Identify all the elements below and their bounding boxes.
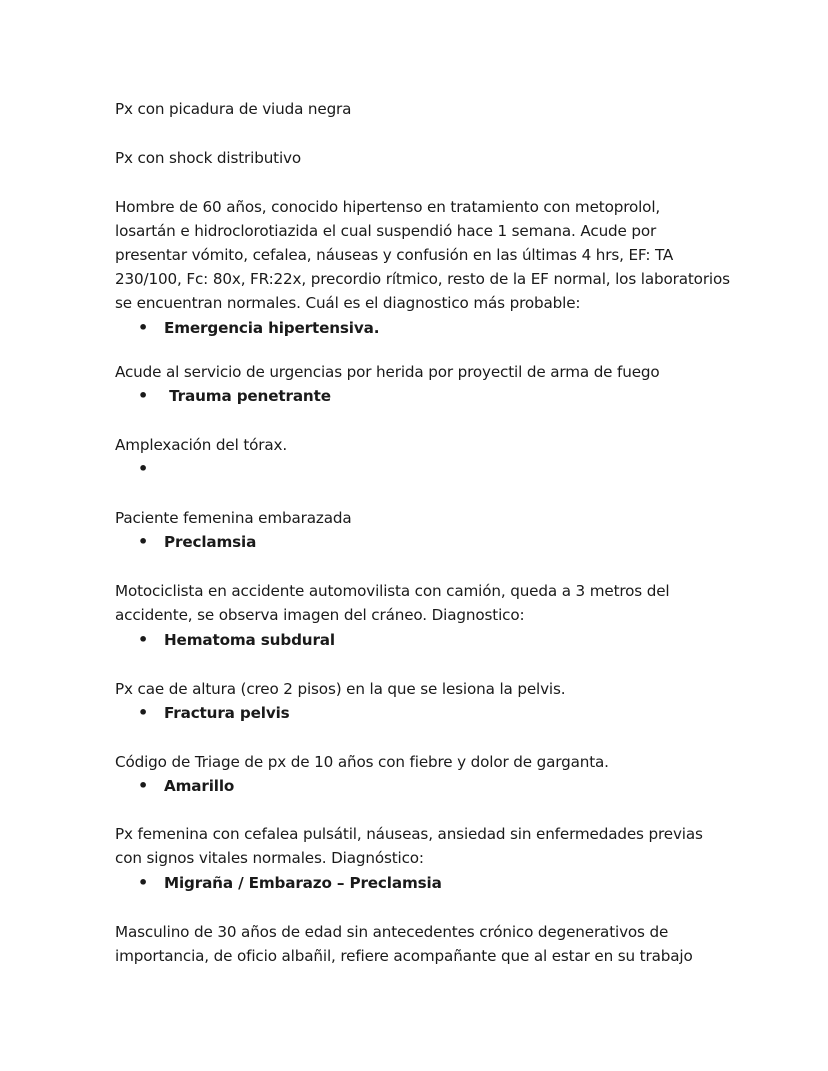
paragraph-line: Paciente femenina embarazada [115, 509, 352, 527]
answer-text: Hematoma subdural [164, 631, 335, 649]
paragraph-line: se encuentran normales. Cuál es el diagnostico más probable: [115, 294, 581, 312]
bullet-icon [138, 774, 164, 798]
paragraph-line: con signos vitales normales. Diagnóstico: [115, 849, 424, 867]
answer-bullet [138, 701, 758, 725]
paragraph-line: Px femenina con cefalea pulsátil, náuseas, ansiedad sin enfermedades previas [115, 825, 703, 843]
bullet-icon [138, 530, 164, 554]
paragraph-line: losartán e hidroclorotiazida el cual suspendió hace 1 semana. Acude por [115, 222, 657, 240]
answer-text: Fractura pelvis [164, 704, 290, 722]
paragraph-line: Masculino de 30 años de edad sin antecedentes crónico degenerativos de [115, 923, 669, 941]
paragraph-line: Código de Triage de px de 10 años con fiebre y dolor de garganta. [115, 753, 609, 771]
answer-text: Trauma penetrante [164, 387, 331, 405]
bullet-icon [138, 871, 164, 895]
answer-text: Migraña / Embarazo – Preclamsia [164, 874, 442, 892]
answer-text: Emergencia hipertensiva. [164, 319, 380, 337]
paragraph-line: importancia, de oficio albañil, refiere acompañante que al estar en su trabajo [115, 947, 693, 965]
answer-bullet [138, 384, 758, 408]
paragraph-line: Px cae de altura (creo 2 pisos) en la que se lesiona la pelvis. [115, 680, 566, 698]
bullet-icon [138, 384, 164, 408]
answer-bullet [138, 871, 758, 895]
answer-bullet [138, 530, 758, 554]
bullet-icon [138, 457, 164, 481]
paragraph-line: 230/100, Fc: 80x, FR:22x, precordio rítmico, resto de la EF normal, los laboratorios [115, 270, 730, 288]
bullet-icon [138, 316, 164, 340]
paragraph-line: Px con shock distributivo [115, 149, 302, 167]
answer-bullet [138, 774, 758, 798]
answer-text: Preclamsia [164, 533, 257, 551]
paragraph-line: presentar vómito, cefalea, náuseas y confusión en las últimas 4 hrs, EF: TA [115, 246, 674, 264]
paragraph-line: Acude al servicio de urgencias por herida por proyectil de arma de fuego [115, 363, 660, 381]
paragraph-line: Motociclista en accidente automovilista con camión, queda a 3 metros del [115, 582, 670, 600]
answer-bullet [138, 457, 758, 481]
bullet-icon [138, 628, 164, 652]
paragraph-line: accidente, se observa imagen del cráneo. Diagnostico: [115, 606, 525, 624]
paragraph-line: Amplexación del tórax. [115, 436, 288, 454]
bullet-icon [138, 701, 164, 725]
answer-bullet [138, 316, 758, 340]
answer-bullet [138, 628, 758, 652]
paragraph-line: Px con picadura de viuda negra [115, 100, 352, 118]
paragraph-line: Hombre de 60 años, conocido hipertenso en tratamiento con metoprolol, [115, 198, 661, 216]
answer-text: Amarillo [164, 777, 235, 795]
